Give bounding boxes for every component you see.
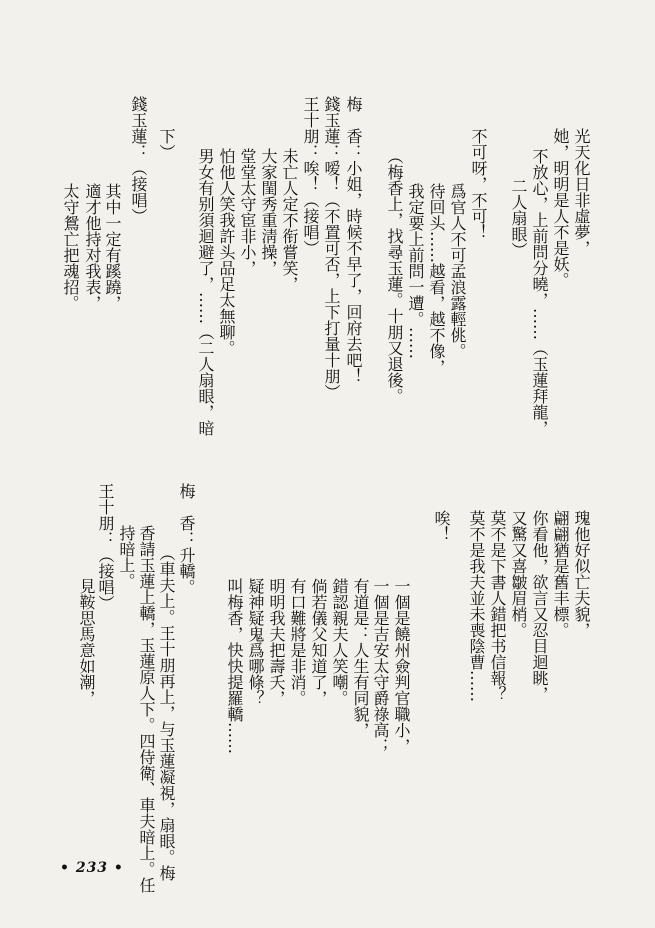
lower-text-column: 莫不是下書人錯把书信報？ xyxy=(488,510,507,702)
lower-text-column: 又驚又喜皺眉梢。 xyxy=(509,510,528,638)
upper-text-column: 爲官人不可孟浪露輕佻。 xyxy=(448,183,467,359)
upper-text-column: 梅 香：小姐，時候不早了，回府去吧！ xyxy=(344,96,363,384)
lower-text-column: 莫不是我夫並未喪陰曹…… xyxy=(467,510,486,702)
upper-text-column: 太守鴛亡把魂招。 xyxy=(61,183,80,311)
upper-text-column: 王十朋：唉！（接唱） xyxy=(301,96,320,256)
upper-text-column: 適才他持对我表， xyxy=(83,183,102,311)
lower-text-column: 唉！ xyxy=(432,510,451,542)
upper-text-column: 男女有别須迴避了，……（二人扇眼，暗 xyxy=(196,148,215,436)
lower-text-column: 梅 香：升轎。 xyxy=(177,483,196,595)
upper-text-column: 怕他人笑我許头品足太無聊。 xyxy=(217,148,236,356)
upper-text-column: 其中一定有蹊蹺， xyxy=(103,183,122,311)
lower-text-column: 有道是：人生有同貌， xyxy=(351,578,370,738)
lower-text-column: 持暗上。 xyxy=(117,525,136,589)
lower-text-column: 一個是饒州僉判官職小， xyxy=(392,578,411,754)
upper-text-column: 我定要上前問一遭。…… xyxy=(406,183,425,359)
upper-text-column: 不放心，上前問分曉，……（玉蓮拜龍， xyxy=(530,148,549,436)
upper-text-column: 未亡人定不衔嘗笑， xyxy=(280,148,299,292)
lower-text-column: 有口難將是非消。 xyxy=(288,578,307,706)
lower-text-column: 倘若儀父知道了， xyxy=(309,578,328,706)
upper-text-column: 錢玉蓮：（接唱） xyxy=(129,96,148,224)
upper-text-column: 光天化日非虛夢， xyxy=(572,128,591,256)
lower-text-column: 王十朋：（接唱） xyxy=(96,483,115,611)
lower-text-column: 疑神疑鬼爲哪條？ xyxy=(246,578,265,706)
lower-text-column: （車夫上。王十朋再上，与玉蓮凝視，扇眼。梅 xyxy=(157,545,176,881)
lower-text-column: 見鞍思馬意如潮， xyxy=(77,578,96,706)
upper-text-column: 堂堂太守宦非小， xyxy=(238,148,257,276)
lower-text-column: 香請玉蓮上轎，玉蓮原人下。四侍衛、車夫暗上。任 xyxy=(137,525,156,893)
lower-text-column: 翩翩猶是舊丰標。 xyxy=(551,510,570,638)
upper-text-column: 下） xyxy=(157,128,176,160)
page-number: • 233 • xyxy=(60,860,124,876)
upper-text-column: 二人扇眼） xyxy=(509,178,528,258)
upper-text-column: 大家閨秀重淸操， xyxy=(259,148,278,276)
lower-text-column: 叫梅香，快快提羅轎…… xyxy=(225,578,244,754)
lower-text-column: 明明我夫把壽夭， xyxy=(267,578,286,706)
upper-text-column: 錢玉蓮：嗳！（不置可否，上下打量十朋） xyxy=(322,96,341,400)
upper-text-column: （梅香上，找尋玉蓮。十朋又退後。 xyxy=(385,148,404,404)
upper-text-column: 她，明明是人不是妖。 xyxy=(551,128,570,288)
lower-text-column: 錯認親夫人笑嘲。 xyxy=(330,578,349,706)
upper-text-column: 不可呀，不可！ xyxy=(469,128,488,240)
lower-text-column: 瑰他好似亡夫貌， xyxy=(572,510,591,638)
lower-text-column: 你看他，欲言又忍目迴眺， xyxy=(530,510,549,702)
lower-text-column: 一個是吉安太守爵祿高； xyxy=(371,578,390,754)
upper-text-column: 待回头……越看，越不像， xyxy=(427,183,446,375)
